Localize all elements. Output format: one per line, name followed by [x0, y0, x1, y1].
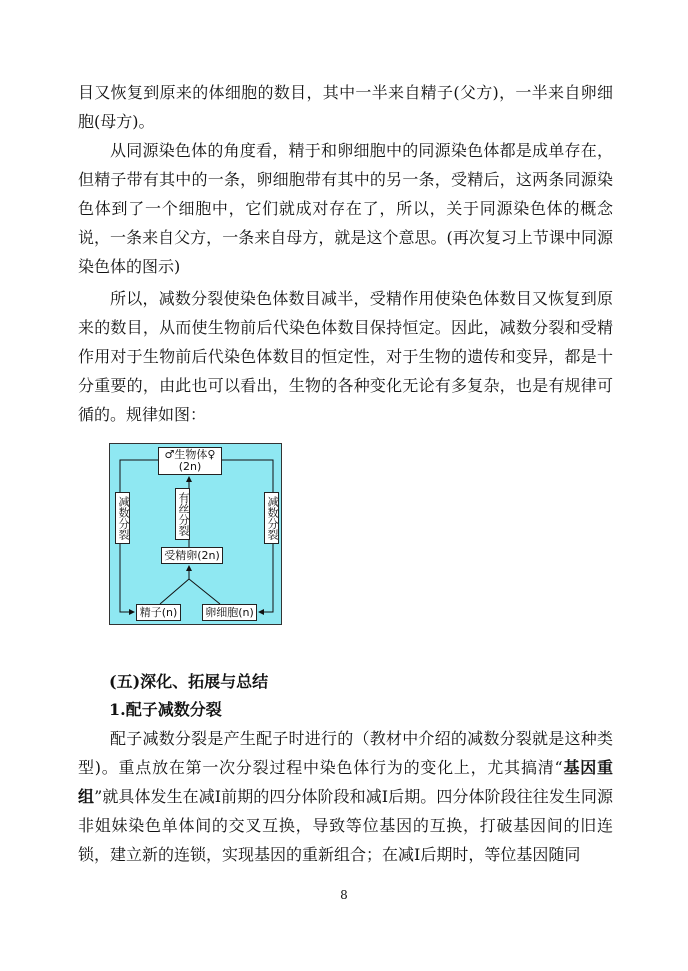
paragraph-3: 所以，减数分裂使染色体数目减半，受精作用使染色体数目又恢复到原来的数目，从而使生物前后代染色体数目保持恒定。因此，减数分裂和受精作用对于生物前后代染色体数目的恒定性，对于生物的遗传和变异，都是十分重要的，由此也可以看出，生物的各种变化无论有多复杂，也是有规律可循的。规律如图： — [78, 289, 613, 424]
section-subheading: 1.配子减数分裂 — [109, 700, 222, 719]
paragraph-4-text-a: 配子减数分裂是产生配子时进行的（教材中介绍的减数分裂就是这种类型)。重点放在第一次分裂过程中染色体行为的变化上，尤其搞清“ — [78, 729, 613, 777]
zygote-box: 受精卵(2n) — [161, 547, 223, 564]
organism-label: ♂生物体♀ — [164, 448, 216, 461]
life-cycle-diagram — [109, 443, 282, 625]
organism-box — [158, 447, 222, 475]
page-number: 8 — [340, 888, 348, 902]
meiosis-left-label: 减数分裂 — [115, 492, 130, 544]
paragraph-1: 目又恢复到原来的体细胞的数目，其中一半来自精子(父方)，一半来自卵细胞(母方)。 — [78, 83, 613, 131]
mitosis-label: 有丝分裂 — [175, 488, 190, 540]
egg-box: 卵细胞(n) — [202, 604, 257, 621]
paragraph-4-text-b: ”就具体发生在减Ⅰ前期的四分体阶段和减Ⅰ后期。四分体阶段往往发生同源非姐妹染色单体间的交叉互换，导致等位基因的互换，打破基因间的旧连锁，建立新的连锁，实现基因的重新组合；在减Ⅰ后期时，等位基因随同 — [78, 787, 613, 864]
paragraph-4 — [78, 724, 613, 869]
organism-ploidy: (2n) — [178, 460, 202, 473]
section-heading: (五)深化、拓展与总结 — [109, 672, 269, 691]
gene-recombination-term: 基因重组 — [78, 758, 613, 806]
sperm-box: 精子(n) — [136, 604, 181, 621]
paragraph-2: 从同源染色体的角度看，精于和卵细胞中的同源染色体都是成单存在，但精子带有其中的一条，卵细胞带有其中的另一条，受精后，这两条同源染色体到了一个细胞中，它们就成对存在了，所以，关于同源染色体的概念说，一条来自父方，一条来自母方，就是这个意思。(再次复习上节课中同源染色体的图示) — [78, 141, 613, 276]
meiosis-right-label: 减数分裂 — [264, 492, 279, 544]
